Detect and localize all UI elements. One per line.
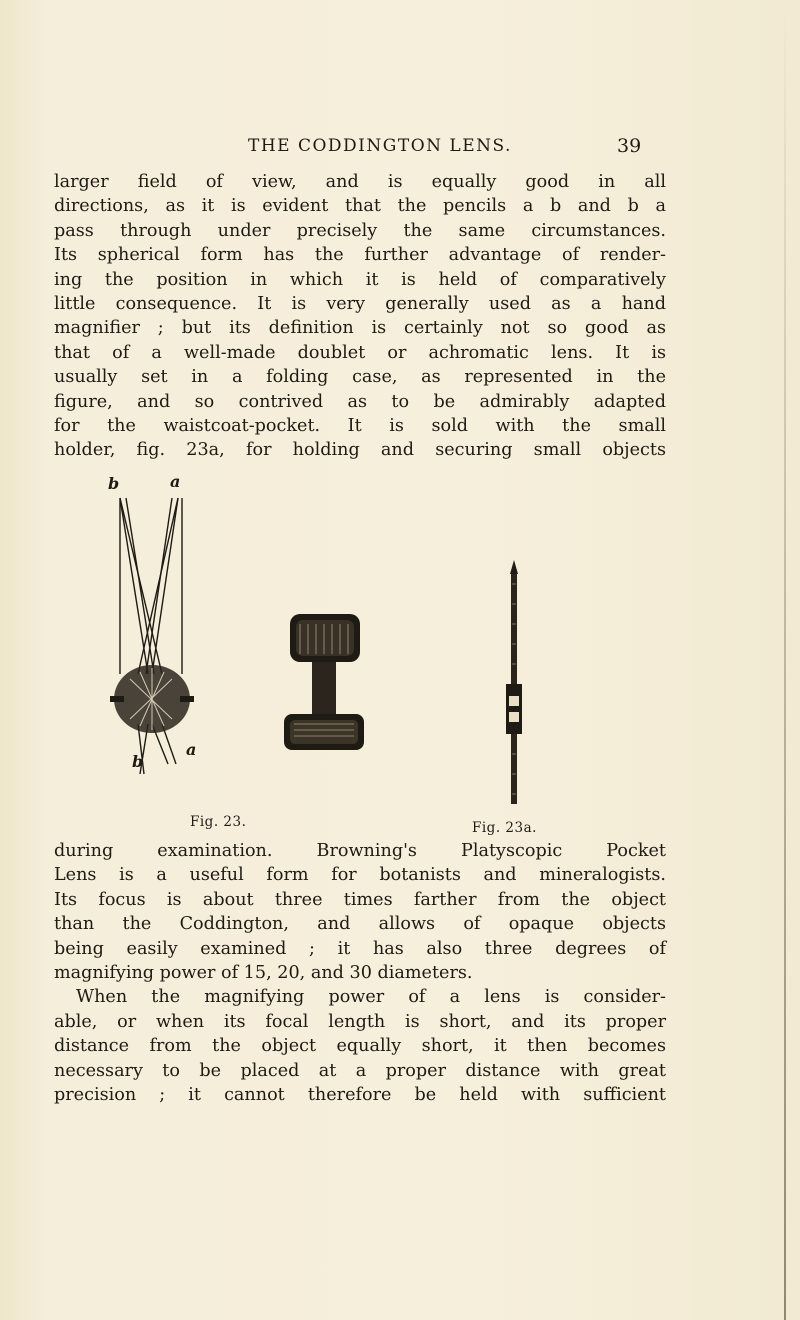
text-line: during examination. Browning's Platyscopic Pocket bbox=[54, 841, 666, 861]
text-line: usually set in a folding case, as represented in the bbox=[54, 367, 666, 388]
fig23-lens-sphere bbox=[110, 665, 194, 733]
text-line: that of a well-made doublet or achromatic lens. It is bbox=[54, 342, 666, 363]
text-line: able, or when its focal length is short, and its proper bbox=[54, 1011, 666, 1032]
text-line: for the waistcoat-pocket. It is sold with the small bbox=[54, 415, 666, 436]
text-line: directions, as it is evident that the pencils a b and b a bbox=[54, 196, 666, 217]
fig23-coddington-lens bbox=[284, 614, 364, 750]
text-line: being easily examined ; it has also three degrees of bbox=[54, 938, 666, 959]
figures-area bbox=[90, 474, 610, 834]
text-line: When the magnifying power of a lens is consider- bbox=[76, 987, 666, 1008]
text-line: pass through under precisely the same circumstances. bbox=[54, 220, 666, 241]
text-line: Its focus is about three times farther from the object bbox=[54, 889, 666, 910]
page-number: 39 bbox=[617, 135, 642, 157]
text-line: magnifier ; but its definition is certainly not so good as bbox=[54, 318, 666, 339]
page-edge-shadow bbox=[784, 0, 786, 1320]
fig23-caption: Fig. 23. bbox=[190, 814, 247, 830]
body-text-bottom bbox=[54, 839, 666, 1107]
text-line: holder, fig. 23a, for holding and securing small objects bbox=[54, 440, 666, 461]
text-line: ing the position in which it is held of comparatively bbox=[54, 269, 666, 290]
fig23-label-b-bottom: b bbox=[132, 752, 144, 771]
running-title: THE CODDINGTON LENS. bbox=[248, 136, 512, 156]
fig23-label-b-top: b bbox=[108, 474, 120, 493]
fig23-label-a-bottom: a bbox=[186, 740, 197, 759]
text-line: Its spherical form has the further advantage of render- bbox=[54, 245, 666, 266]
text-line: necessary to be placed at a proper distance with great bbox=[54, 1060, 666, 1081]
text-line: little consequence. It is very generally used as a hand bbox=[54, 293, 666, 314]
text-line: Lens is a useful form for botanists and mineralogists. bbox=[54, 865, 666, 886]
text-line: magnifying power of 15, 20, and 30 diameters. bbox=[54, 962, 473, 983]
text-line: larger field of view, and is equally good in all bbox=[54, 172, 666, 192]
text-line: than the Coddington, and allows of opaque objects bbox=[54, 914, 666, 935]
fig23-label-a-top: a bbox=[170, 472, 181, 491]
text-line: precision ; it cannot therefore be held with sufficient bbox=[54, 1084, 666, 1105]
figure-illustrations bbox=[90, 474, 610, 804]
fig23a-caption: Fig. 23a. bbox=[472, 820, 537, 836]
running-head bbox=[0, 136, 800, 166]
body-text-top bbox=[54, 170, 666, 463]
text-line: distance from the object equally short, it then becomes bbox=[54, 1036, 666, 1057]
fig23a-holder bbox=[506, 560, 522, 804]
text-line: figure, and so contrived as to be admirably adapted bbox=[54, 391, 666, 412]
